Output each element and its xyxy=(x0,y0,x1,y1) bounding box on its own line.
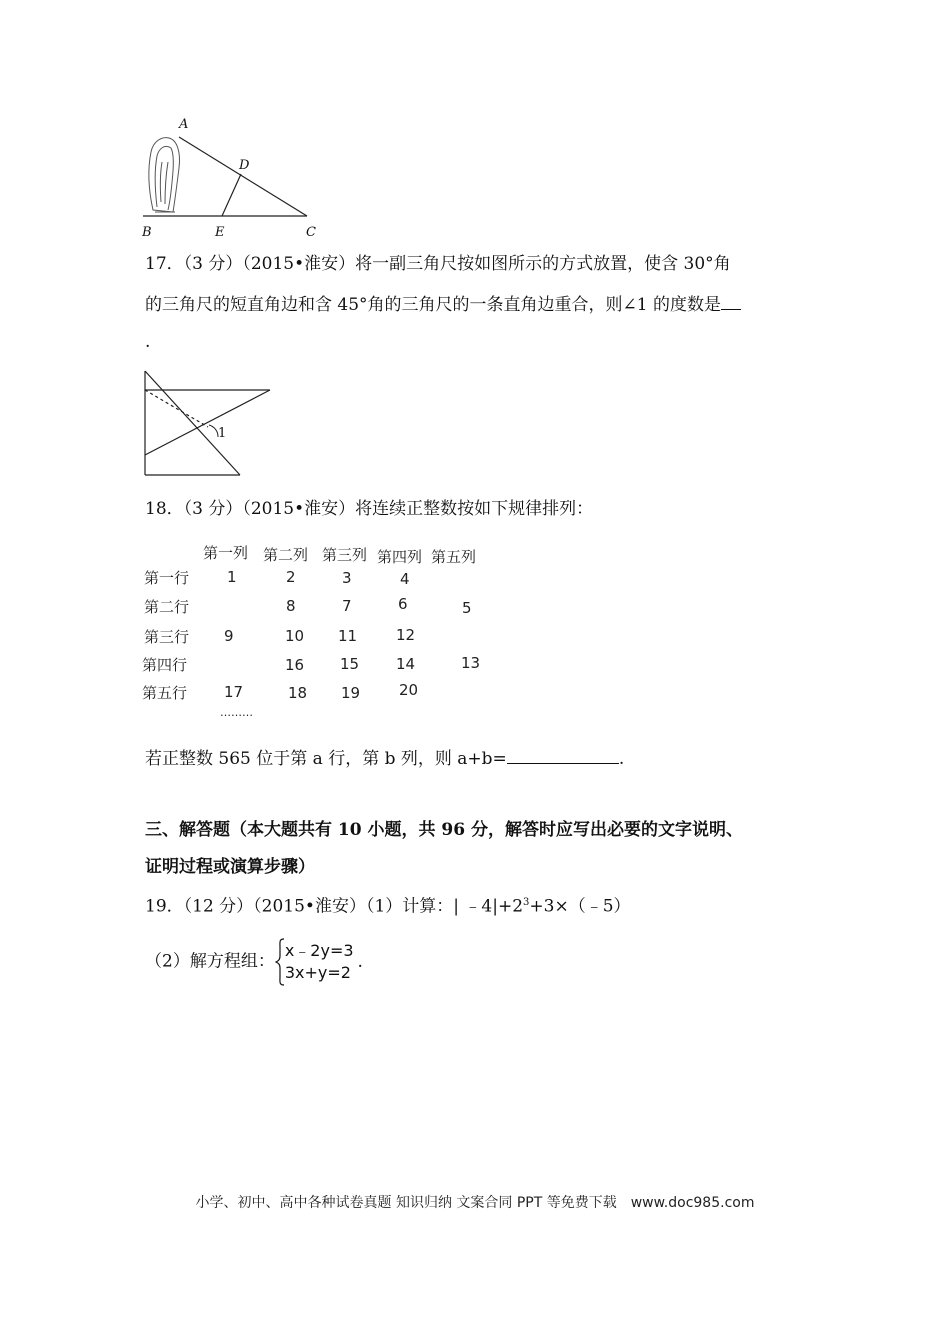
table-cell: 11 xyxy=(338,627,358,645)
system-brace xyxy=(275,937,285,987)
row-header: 第五行 xyxy=(142,684,188,702)
segment-de xyxy=(222,174,241,216)
page-footer: 小学、初中、高中各种试卷真题 知识归纳 文案合同 PPT 等免费下载 www.doc985.com xyxy=(195,1195,755,1211)
answer-blank-18[interactable] xyxy=(507,746,619,764)
angle-1-label: 1 xyxy=(218,426,227,441)
label-c: C xyxy=(306,225,316,240)
table-cell: 12 xyxy=(396,626,416,644)
table-cell: 4 xyxy=(400,570,410,588)
tree-sketch xyxy=(149,138,180,212)
question-18-line1: 18．（3 分）（2015•淮安）将连续正整数按如下规律排列： xyxy=(145,499,594,519)
brace-icon xyxy=(275,938,285,986)
row-header: 第一行 xyxy=(144,569,190,587)
table-cell: 7 xyxy=(342,597,352,615)
question-17-line2-text: 的三角尺的短直角边和含 45°角的三角尺的一条直角边重合，则∠1 的度数是 xyxy=(145,295,721,315)
equation-1: x﹣2y=3 xyxy=(284,940,354,960)
q19-exponent: 3 xyxy=(523,897,530,908)
number-table xyxy=(140,540,500,730)
col-header: 第四列 xyxy=(377,548,423,566)
question-19-part1 xyxy=(145,891,631,919)
q19-part1-suffix: +3×（﹣5） xyxy=(529,896,631,917)
col-header: 第三列 xyxy=(322,546,368,564)
table-cell: 8 xyxy=(286,597,296,615)
section-3-heading-line2: 证明过程或演算步骤） xyxy=(145,857,315,877)
segment-ac xyxy=(179,137,307,216)
equation-lines xyxy=(285,940,354,984)
q19-part2-prefix: （2）解方程组： xyxy=(145,951,275,972)
figure-tree-triangle xyxy=(135,112,335,242)
question-18-ask xyxy=(145,746,624,771)
table-cell: 19 xyxy=(341,684,361,702)
label-b: B xyxy=(142,225,152,240)
figure-set-squares xyxy=(140,365,280,480)
table-cell: 1 xyxy=(227,568,237,586)
equation-2: 3x+y=2 xyxy=(284,962,351,982)
table-cell: 9 xyxy=(224,627,234,645)
answer-blank-17[interactable] xyxy=(721,292,741,310)
q19-part1-prefix: 19．（12 分）（2015•淮安）（1）计算：| ﹣4|+2 xyxy=(145,896,524,917)
row-header: 第三行 xyxy=(144,628,190,646)
question-17-line3: . xyxy=(145,332,151,352)
label-a: A xyxy=(179,117,189,132)
row-header: 第四行 xyxy=(142,656,188,674)
table-cell: 20 xyxy=(399,681,419,699)
table-cell: 16 xyxy=(285,656,305,674)
table-cell: 2 xyxy=(286,568,296,586)
table-cell: 6 xyxy=(398,595,408,613)
question-18-ask-text: 若正整数 565 位于第 a 行，第 b 列，则 a+b= xyxy=(145,749,507,769)
label-d: D xyxy=(239,158,250,173)
table-cell: 17 xyxy=(224,683,244,701)
question-19-part2 xyxy=(145,936,363,987)
row-header: 第二行 xyxy=(144,598,190,616)
table-cell: 10 xyxy=(285,627,305,645)
table-cell: 13 xyxy=(461,654,481,672)
question-17-line1: 17．（3 分）（2015•淮安）将一副三角尺按如图所示的方式放置，使含 30°角 xyxy=(145,254,731,274)
q19-part2-end: . xyxy=(357,951,363,972)
col-header: 第一列 xyxy=(203,544,249,562)
col-header: 第五列 xyxy=(431,548,477,566)
table-cell: 18 xyxy=(288,684,308,702)
table-cell: 14 xyxy=(396,655,416,673)
section-3-heading-line1: 三、解答题（本大题共有 10 小题，共 96 分，解答时应写出必要的文字说明、 xyxy=(145,820,743,840)
table-cell: 15 xyxy=(340,655,360,673)
table-cell: 3 xyxy=(342,569,352,587)
question-17-line2 xyxy=(145,292,741,317)
table-cell: 5 xyxy=(462,599,472,617)
ellipsis: ……… xyxy=(220,706,253,719)
col-header: 第二列 xyxy=(263,546,309,564)
question-18-end: . xyxy=(618,749,625,769)
label-e: E xyxy=(215,225,225,240)
